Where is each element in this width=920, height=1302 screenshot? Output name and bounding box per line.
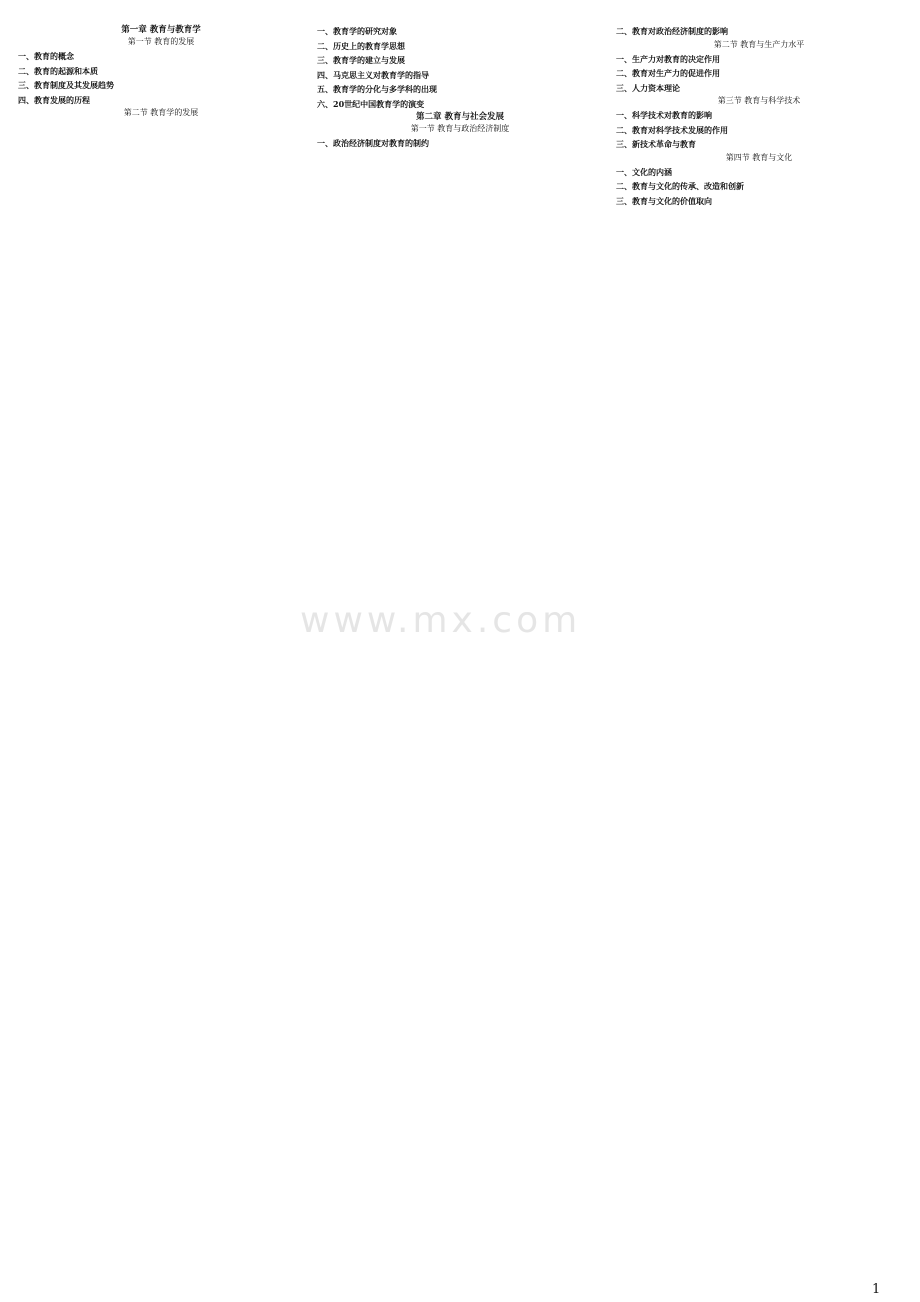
page-number: 1: [872, 1282, 881, 1297]
document-page: [18, 22, 902, 1280]
heading: 四、马克思主义对教育学的指导: [317, 69, 429, 80]
column-2: [317, 22, 603, 1280]
heading: 三、教育学的建立与发展: [317, 55, 405, 65]
watermark: www.mx.com: [300, 600, 582, 641]
section-title: 第一节 教育与政治经济制度: [410, 124, 510, 133]
heading: 五、教育学的分化与多学科的出现: [317, 84, 437, 94]
heading: 二、历史上的教育学思想: [317, 40, 405, 51]
heading: 四、教育发展的历程: [18, 94, 90, 105]
section-title: 第四节 教育与文化: [725, 152, 793, 162]
heading: 三、教育制度及其发展趋势: [18, 80, 114, 90]
heading: 一、生产力对教育的决定作用: [616, 53, 720, 64]
heading: 二、教育对科学技术发展的作用: [616, 124, 728, 135]
heading: 三、教育与文化的价值取向: [616, 195, 712, 206]
heading: 一、教育学的研究对象: [317, 26, 397, 36]
column-1: [18, 22, 304, 1280]
heading: 二、教育的起源和本质: [18, 65, 98, 76]
section-title: 第二节 教育与生产力水平: [713, 39, 805, 49]
heading: 一、文化的内涵: [616, 166, 672, 177]
heading: 三、人力资本理论: [616, 82, 680, 93]
chapter-title: 第二章 教育与社会发展: [416, 112, 504, 122]
heading: 一、科学技术对教育的影响: [616, 110, 712, 120]
heading: 二、教育与文化的传承、改造和创新: [616, 181, 744, 191]
heading: 二、教育对生产力的促进作用: [616, 68, 720, 78]
section-title: 第三节 教育与科学技术: [717, 96, 801, 105]
section-title: 第一节 教育的发展: [127, 37, 195, 46]
heading: 三、新技术革命与教育: [616, 139, 696, 149]
heading: 一、教育的概念: [18, 51, 74, 61]
heading: 六、20世纪中国教育学的演变: [317, 98, 425, 109]
heading: 二、教育对政治经济制度的影响: [616, 26, 728, 36]
heading: 一、政治经济制度对教育的制约: [317, 138, 429, 148]
section-title: 第二节 教育学的发展: [123, 108, 199, 117]
column-3: [616, 22, 902, 1280]
chapter-title: 第一章 教育与教育学: [121, 25, 201, 35]
